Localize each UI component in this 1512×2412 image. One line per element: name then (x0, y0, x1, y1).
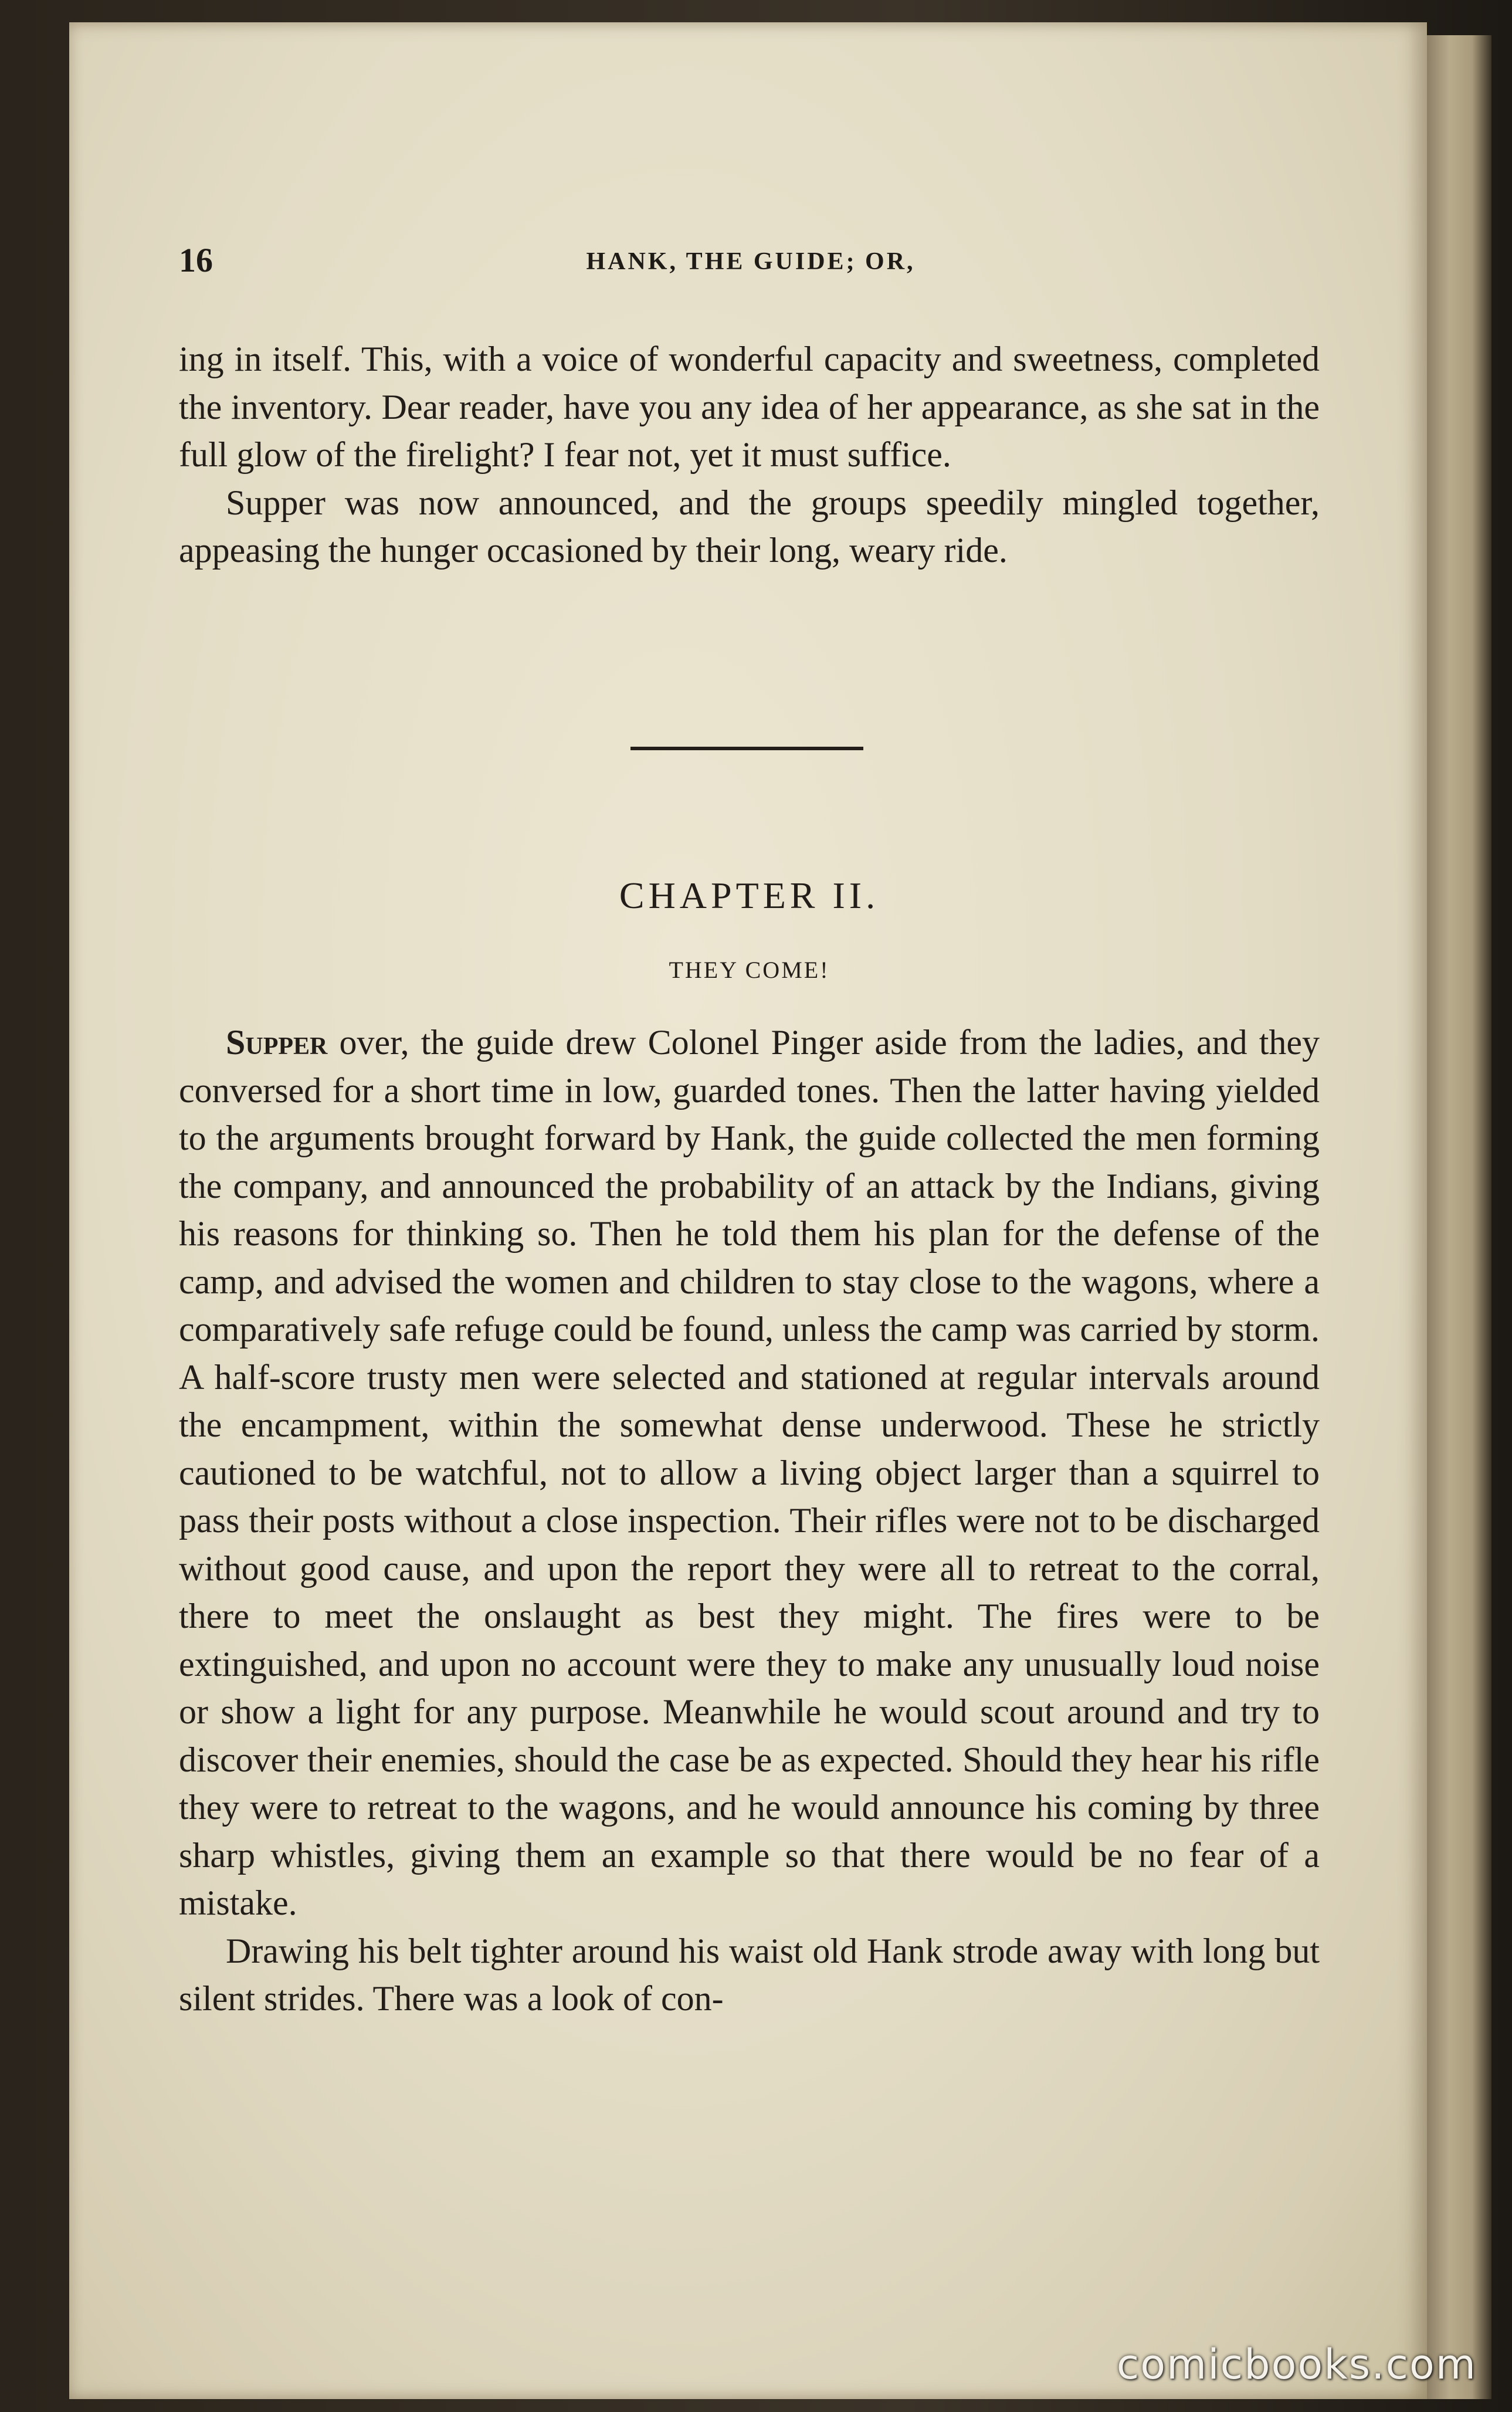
site-watermark: comicbooks.com (1116, 2340, 1477, 2389)
text-block-before-chapter (179, 336, 1320, 575)
chapter-title: CHAPTER II. (619, 875, 880, 916)
paragraph-text: over, the guide drew Colonel Pinger aside from the ladies, and they conversed for a short time in low, guarded tones. Then the latter having yielded to the arguments brought forward by Hank, the guide collected the men forming the company, and announced the probability of an attack by the Indians, giving his reasons for thinking so. Then he told them his plan for the defense of the camp, and advised the women and children to stay close to the wagons, where a comparatively safe refuge could be found, unless the camp was carried by storm. A half-score trusty men were selected and stationed at regular intervals around the encampment, within the somewhat dense underwood. These he strictly cautioned to be watchful, not to allow a living object larger than a squirrel to pass their posts without a close inspection. Their rifles were not to be discharged without good cause, and upon the report they were all to retreat to the corral, there to meet the onslaught as best they might. The fires were to be extinguished, and upon no account were they to make any unusually loud noise or show a light for any purpose. Meanwhile he would scout around and try to discover their enemies, should the case be as expected. Should they hear his rifle they were to retreat to the wagons, and he would announce his coming by three sharp whistles, giving them an example so that there would be no fear of a mistake. (179, 1023, 1320, 1922)
page-header (179, 240, 1323, 287)
chapter-subtitle: THEY COME! (669, 957, 830, 983)
chapter-text-block (179, 1019, 1320, 2023)
page-number: 16 (179, 241, 213, 279)
paragraph: ing in itself. This, with a voice of wonderful capacity and sweetness, completed the inventory. Dear reader, have you any idea of her appearance, as she sat in the full glow of the firelight? I fear not, yet it must suffice. (179, 340, 1320, 474)
paragraph (179, 1019, 1320, 1927)
chapter-lead-word: Supper (226, 1023, 328, 1062)
paragraph-text: Drawing his belt tighter around his waist old Hank strode away with long but silent strides. There was a look of con- (179, 1931, 1320, 2018)
adjacent-page-edge (1427, 35, 1491, 2399)
section-divider-rule (630, 747, 863, 750)
paragraph: Supper was now announced, and the groups speedily mingled together, appeasing the hunger occasioned by their long, weary ride. (179, 483, 1320, 570)
running-head: HANK, THE GUIDE; OR, (586, 248, 916, 275)
paragraph (179, 1927, 1320, 2023)
